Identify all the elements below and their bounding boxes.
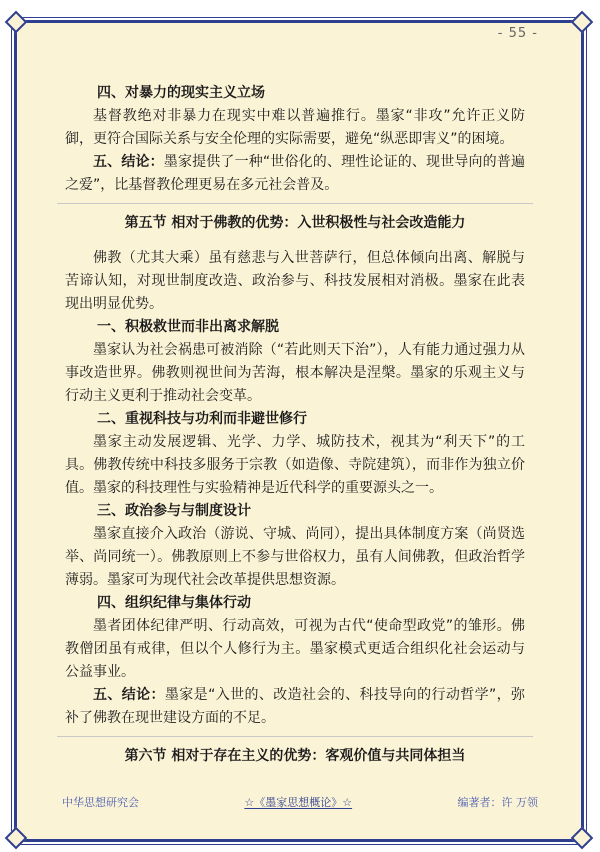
section-heading: 四、对暴力的现实主义立场 xyxy=(97,85,265,101)
footer-organization: 中华思想研究会 xyxy=(62,796,139,809)
subsection-heading: 二、重视科技与功利而非避世修行 xyxy=(97,411,307,427)
subsection-heading: 四、组织纪律与集体行动 xyxy=(97,595,251,611)
page-footer xyxy=(62,794,538,810)
subsection-heading: 一、积极救世而非出离求解脱 xyxy=(97,319,279,335)
conclusion-text: 墨家提供了一种“世俗化的、理性论证的、现世导向的普遍之爱”，比基督教伦理更易在多元社会普及。 xyxy=(65,154,525,193)
footer-author: 编著者：许 万领 xyxy=(457,796,538,809)
subsection-paragraph: 墨家认为社会祸患可被消除（“若此则天下治”），人有能力通过强力从事改造世界。佛教则视世间为苦海，根本解决是涅槃。墨家的乐观主义与行动主义更利于推动社会变革。 xyxy=(65,342,525,404)
conclusion-label: 五、结论： xyxy=(93,687,165,703)
conclusion-paragraph xyxy=(65,151,525,197)
page-number: - 55 - xyxy=(497,26,538,41)
subsection-paragraph: 墨者团体纪律严明、行动高效，可视为古代“使命型政党”的雏形。佛教僧团虽有戒律，但以个人修行为主。墨家模式更适合组织化社会运动与公益事业。 xyxy=(65,618,525,680)
footer-book-title: ☆《墨家思想概论》☆ xyxy=(244,796,353,809)
section-title: 第五节 相对于佛教的优势：入世积极性与社会改造能力 xyxy=(124,215,466,231)
subsection-paragraph: 墨家直接介入政治（游说、守城、尚同），提出具体制度方案（尚贤选举、尚同统一）。佛教原则上不参与世俗权力，虽有人间佛教，但政治哲学薄弱。墨家可为现代社会改革提供思想资源。 xyxy=(65,526,525,588)
conclusion-label: 五、结论： xyxy=(93,154,164,170)
subsection-paragraph: 墨家主动发展逻辑、光学、力学、城防技术，视其为“利天下”的工具。佛教传统中科技多服务于宗教（如造像、寺院建筑），而非作为独立价值。墨家的科技理性与实验精神是近代科学的重要源头之一。 xyxy=(65,434,525,496)
section-title: 第六节 相对于存在主义的优势：客观价值与共同体担当 xyxy=(124,748,466,764)
divider xyxy=(57,736,533,737)
conclusion-paragraph xyxy=(65,684,525,730)
conclusion-text: 墨家是“入世的、改造社会的、科技导向的行动哲学”，弥补了佛教在现世建设方面的不足。 xyxy=(65,687,525,726)
intro-paragraph: 佛教（尤其大乘）虽有慈悲与入世菩萨行，但总体倾向出离、解脱与苦谛认知，对现世制度改造、政治参与、科技发展相对消极。墨家在此表现出明显优势。 xyxy=(65,250,525,312)
page-content xyxy=(65,82,525,768)
divider xyxy=(57,203,533,204)
subsection-heading: 三、政治参与与制度设计 xyxy=(97,503,251,519)
paragraph: 基督教绝对非暴力在现实中难以普遍推行。墨家“非攻”允许正义防御，更符合国际关系与安全伦理的实际需要，避免“纵恶即害义”的困境。 xyxy=(65,108,525,147)
